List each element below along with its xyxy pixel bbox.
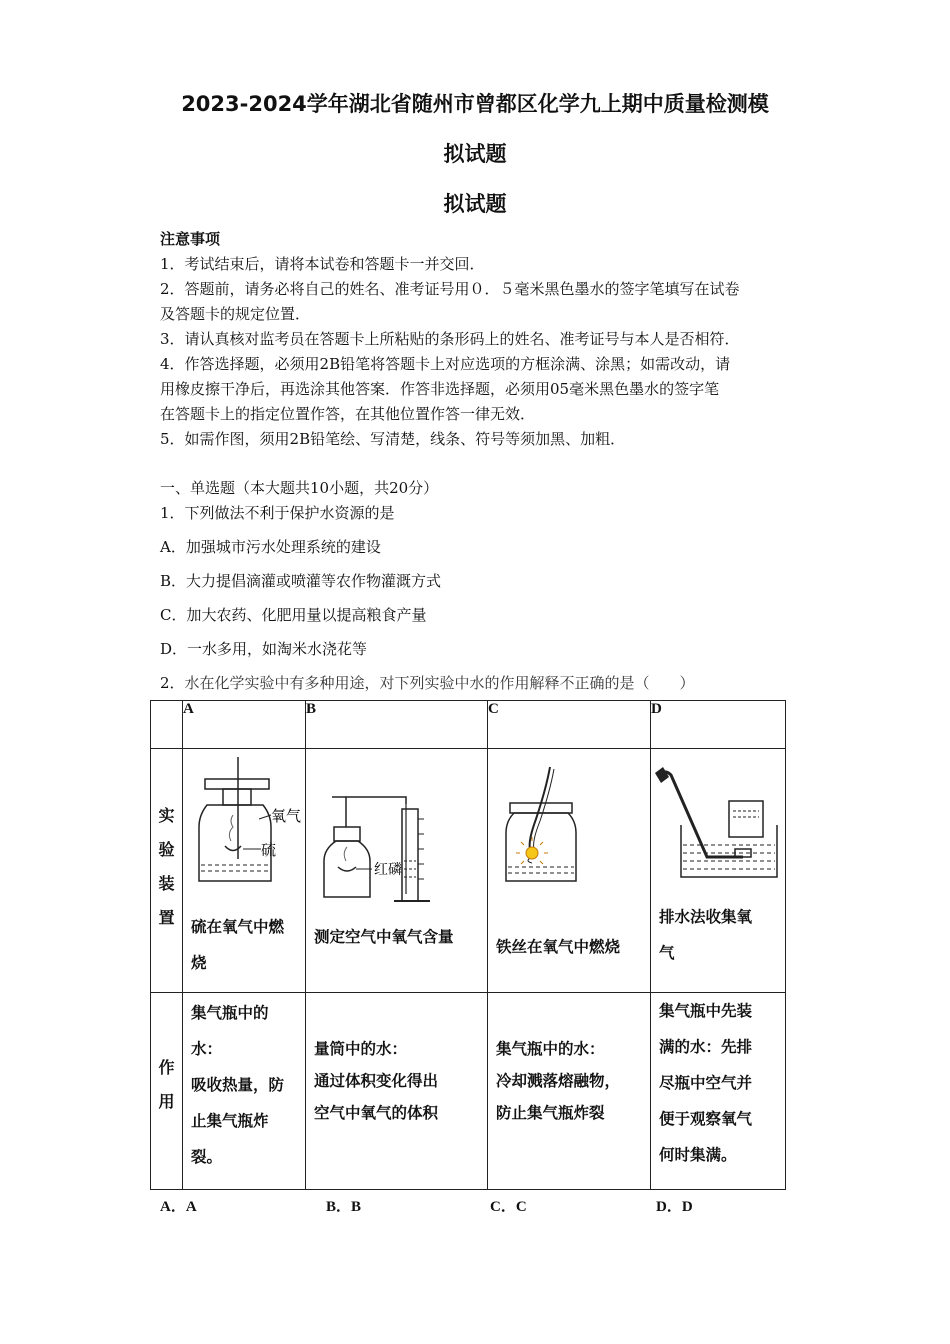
- water-displacement-diagram: [651, 749, 785, 889]
- effect-line: 防止集气瓶炸裂: [496, 1103, 605, 1122]
- effect-line: 何时集满。: [659, 1145, 737, 1164]
- diagram-label-sulfur: 硫: [261, 841, 277, 859]
- notes-item: 用橡皮擦干净后，再选涂其他答案．作答非选择题，必须用05毫米黑色墨水的签字笔: [160, 380, 720, 398]
- row-label-char: 用: [158, 1092, 175, 1111]
- row-label-char: 置: [158, 908, 175, 927]
- q2-stem: [160, 672, 695, 693]
- q2-stem-text: 水在化学实验中有多种用途，对下列实验中水的作用解释不正确的是（ ）: [184, 674, 695, 692]
- notes-item: 1．考试结束后，请将本试卷和答题卡一并交回．: [160, 255, 485, 273]
- effect-line: 水：: [191, 1039, 223, 1058]
- q2-answer-c: C．C: [490, 1199, 527, 1215]
- apparatus-a: [183, 749, 306, 993]
- diagram-label-oxygen: 氧气: [271, 807, 302, 825]
- effect-d: [651, 993, 786, 1190]
- doc-title-line2: 拟试题: [443, 142, 507, 166]
- effect-row: [151, 993, 786, 1190]
- q2-stem-number: 2．: [160, 674, 185, 692]
- sulfur-combustion-diagram: [183, 749, 305, 899]
- effect-line: 空气中氧气的体积: [314, 1103, 439, 1122]
- caption-a: 烧: [191, 953, 207, 972]
- doc-title-line3: 拟试题: [443, 192, 507, 216]
- oxygen-content-diagram: [306, 749, 487, 909]
- header-a: A: [183, 701, 306, 749]
- caption-c: 铁丝在氧气中燃烧: [496, 937, 621, 956]
- q2-answer-b: B．B: [326, 1199, 362, 1215]
- notes-item: 5．如需作图，须用2B铅笔绘、写清楚，线条、符号等须加黑、加粗．: [160, 430, 626, 448]
- table-header-row: [151, 701, 786, 749]
- header-d: D: [651, 701, 786, 749]
- effect-line: 便于观察氧气: [659, 1109, 753, 1128]
- effect-line: 集气瓶中的水：: [496, 1039, 605, 1058]
- effect-line: 集气瓶中的: [191, 1003, 269, 1022]
- q1-option-a: A．加强城市污水处理系统的建设: [160, 538, 381, 556]
- apparatus-row-label: [151, 749, 183, 993]
- q1-option-d: D．一水多用，如淘米水浇花等: [160, 640, 368, 658]
- row-label-char: 装: [158, 874, 175, 893]
- q1-stem: 1．下列做法不利于保护水资源的是: [160, 504, 395, 522]
- header-c: C: [488, 701, 651, 749]
- notes-item: 2．答题前，请务必将自己的姓名、准考证号用０．５毫米黑色墨水的签字笔填写在试卷: [160, 280, 740, 298]
- notes-item: 3．请认真核对监考员在答题卡上所粘贴的条形码上的姓名、准考证号与本人是否相符．: [160, 330, 740, 348]
- table-corner: [151, 701, 183, 749]
- row-label-char: 验: [158, 840, 175, 859]
- q1-option-c: C．加大农药、化肥用量以提高粮食产量: [160, 606, 427, 624]
- q2-answer-d: D．D: [656, 1199, 693, 1215]
- effect-row-label: [151, 993, 183, 1190]
- row-label-char: 实: [158, 806, 175, 825]
- notes-item: 及答题卡的规定位置．: [160, 305, 311, 323]
- caption-a: 硫在氧气中燃: [191, 917, 285, 936]
- experiment-table: [150, 700, 786, 1190]
- row-label-char: 作: [158, 1058, 175, 1077]
- notes-heading: 注意事项: [160, 230, 221, 248]
- effect-line: 满的水：先排: [659, 1037, 753, 1056]
- header-b: B: [306, 701, 488, 749]
- apparatus-row: [151, 749, 786, 993]
- effect-line: 通过体积变化得出: [314, 1071, 439, 1090]
- caption-b: 测定空气中氧气含量: [314, 927, 454, 946]
- section-heading: 一、单选题（本大题共10小题，共20分）: [160, 479, 439, 497]
- q2-answer-a: A．A: [160, 1199, 197, 1215]
- effect-line: 量筒中的水：: [314, 1039, 408, 1058]
- apparatus-d: [651, 749, 786, 993]
- effect-line: 吸收热量，防: [191, 1075, 285, 1094]
- apparatus-c: [488, 749, 651, 993]
- effect-line: 集气瓶中先装: [659, 1001, 753, 1020]
- caption-d: 气: [659, 943, 675, 962]
- caption-d: 排水法收集氧: [659, 907, 753, 926]
- notes-item: 在答题卡上的指定位置作答，在其他位置作答一律无效．: [160, 405, 536, 423]
- apparatus-b: [306, 749, 488, 993]
- doc-title-line1: 2023-2024学年湖北省随州市曾都区化学九上期中质量检测模: [181, 92, 769, 116]
- notes-item: 4．作答选择题，必须用2B铅笔将答题卡上对应选项的方框涂满、涂黑；如需改动，请: [160, 355, 731, 373]
- effect-line: 尽瓶中空气并: [659, 1073, 753, 1092]
- effect-b: [306, 993, 488, 1190]
- effect-c: [488, 993, 651, 1190]
- effect-a: [183, 993, 306, 1190]
- effect-line: 裂。: [191, 1147, 223, 1166]
- iron-combustion-diagram: [488, 749, 650, 919]
- effect-line: 冷却溅落熔融物，: [496, 1071, 621, 1090]
- diagram-label-red-phosphorus: 红磷: [374, 862, 402, 878]
- q1-option-b: B．大力提倡滴灌或喷灌等农作物灌溉方式: [160, 572, 442, 590]
- effect-line: 止集气瓶炸: [191, 1111, 269, 1130]
